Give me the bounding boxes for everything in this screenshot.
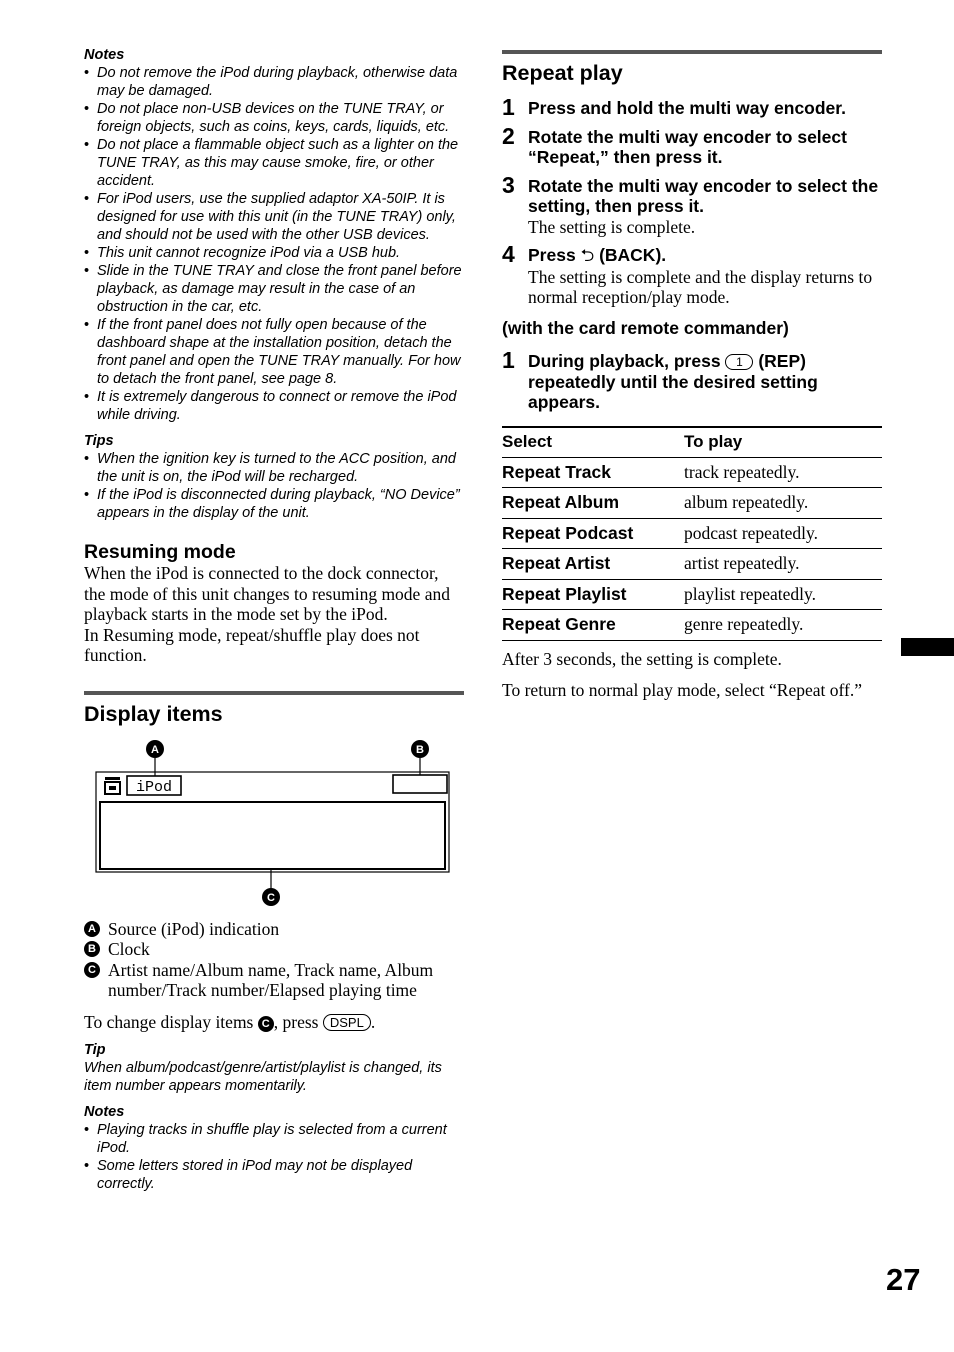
- card-remote-heading: (with the card remote commander): [502, 317, 789, 338]
- step-number: 2: [502, 122, 515, 149]
- tip-text: When album/podcast/genre/artist/playlist is changed, its item number appears momentarily.: [84, 1060, 442, 1094]
- change-text-before: To change display items: [84, 1011, 254, 1032]
- source-label: iPod: [135, 778, 173, 796]
- play-cell: artist repeatedly.: [684, 549, 882, 580]
- display-items-heading: Display items: [84, 701, 223, 726]
- step-3: [502, 171, 882, 238]
- step-4: [502, 241, 882, 308]
- notes-heading: Notes: [84, 47, 125, 63]
- note-item: • Do not remove the iPod during playback, otherwise data may be damaged.: [84, 64, 464, 100]
- display-diagram-svg: [84, 740, 464, 910]
- step-number: 3: [502, 171, 515, 198]
- repeat-play-heading: Repeat play: [502, 61, 623, 85]
- tip-heading: Tip: [84, 1042, 106, 1058]
- rep-key: 1: [725, 354, 753, 370]
- tip-item: • If the iPod is disconnected during playback, “NO Device” appears in the display of the unit.: [84, 486, 464, 522]
- select-cell: Repeat Track: [502, 457, 684, 488]
- note-item: • This unit cannot recognize iPod via a USB hub.: [84, 244, 464, 262]
- note-item: • Playing tracks in shuffle play is selected from a current iPod.: [84, 1121, 464, 1157]
- note-item: • Do not place non-USB devices on the TUNE TRAY, or foreign objects, such as coins, keys, cards, liquids, etc.: [84, 100, 464, 136]
- note-item: • Some letters stored in iPod may not be displayed correctly.: [84, 1157, 464, 1193]
- tips-heading: Tips: [84, 433, 114, 449]
- legend-item: [84, 919, 464, 940]
- step-subtext: The setting is complete and the display returns to normal reception/play mode.: [528, 266, 873, 307]
- select-cell: Repeat Artist: [502, 549, 684, 580]
- section-rule: [502, 50, 882, 54]
- notes-list: [84, 64, 464, 424]
- callout-c: C: [267, 891, 275, 904]
- repeat-table: [502, 426, 882, 641]
- step-text: [528, 245, 882, 267]
- section-rule: [84, 691, 464, 695]
- table-row: [502, 518, 882, 549]
- tips-list: [84, 450, 464, 522]
- note-item: • For iPod users, use the supplied adaptor XA-50IP. It is designed for use with this unit (in the TUNE TRAY) only, and should not be used with the other USB devices.: [84, 190, 464, 244]
- step-number: 1: [502, 347, 515, 373]
- note-item: • It is extremely dangerous to connect or remove the iPod while driving.: [84, 388, 464, 424]
- select-cell: Repeat Podcast: [502, 518, 684, 549]
- play-cell: playlist repeatedly.: [684, 579, 882, 610]
- table-row: [502, 488, 882, 519]
- back-icon: ⮌: [580, 246, 595, 266]
- resuming-mode-heading: Resuming mode: [84, 541, 236, 563]
- note-item: • Slide in the TUNE TRAY and close the front panel before playback, as damage may result in the case of an obstruction in the car, etc.: [84, 262, 464, 316]
- legend-letter: B: [84, 941, 100, 957]
- note-item: • Do not place a flammable object such as a lighter on the TUNE TRAY, as this may cause smoke, fire, or other accident.: [84, 136, 464, 190]
- left-column: [84, 46, 464, 1193]
- play-cell: genre repeatedly.: [684, 610, 882, 641]
- step-text-after: (BACK).: [599, 245, 667, 265]
- play-cell: track repeatedly.: [684, 457, 882, 488]
- display-diagram: [84, 740, 464, 910]
- notes-list: [84, 1121, 464, 1193]
- note-item: • If the front panel does not fully open because of the dashboard shape at the installation position, detach the front panel and open the TUNE TRAY manually. For how to detach the front panel, see page 8.: [84, 316, 464, 388]
- display-legend: [84, 919, 464, 1001]
- legend-text: Clock: [108, 939, 150, 959]
- legend-text: Source (iPod) indication: [108, 918, 280, 939]
- table-row: [502, 549, 882, 580]
- tip-item: • When the ignition key is turned to the ACC position, and the unit is on, the iPod will be recharged.: [84, 450, 464, 486]
- callout-a: A: [151, 743, 159, 756]
- step-text-before: During playback, press: [528, 351, 721, 371]
- table-header-row: [502, 427, 882, 458]
- table-row: [502, 610, 882, 641]
- legend-item: [84, 939, 464, 960]
- select-cell: Repeat Playlist: [502, 579, 684, 610]
- resuming-para-1: When the iPod is connected to the dock connector, the mode of this unit changes to resuming mode and playback starts in the mode set by the iPod.: [84, 563, 450, 624]
- callout-b: B: [416, 743, 424, 756]
- section-edge-tab: [901, 638, 954, 656]
- change-letter: C: [258, 1016, 274, 1032]
- step-text-before: Press: [528, 245, 576, 265]
- step-2: [502, 122, 882, 168]
- table-row: [502, 457, 882, 488]
- step-subtext: The setting is complete.: [528, 216, 696, 237]
- table-header-select: Select: [502, 427, 684, 458]
- change-display-instruction: [84, 1012, 464, 1033]
- play-cell: podcast repeatedly.: [684, 518, 882, 549]
- change-text-after: .: [370, 1011, 376, 1032]
- legend-item: [84, 960, 464, 1001]
- step-text: Rotate the multi way encoder to select “Repeat,” then press it.: [528, 126, 847, 167]
- right-column: [502, 50, 882, 701]
- legend-text: Artist name/Album name, Track name, Album number/Track number/Elapsed playing time: [108, 959, 434, 1000]
- step-text-after: (REP) repeatedly until the desired setting appears.: [528, 351, 818, 412]
- select-cell: Repeat Genre: [502, 610, 684, 641]
- step-number: 1: [502, 94, 515, 120]
- step-text: [528, 351, 882, 413]
- table-header-to-play: To play: [684, 427, 882, 458]
- step-text: Press and hold the multi way encoder.: [528, 98, 846, 118]
- after-table-note-1: After 3 seconds, the setting is complete.: [502, 648, 782, 669]
- after-table-note-2: To return to normal play mode, select “Repeat off.”: [502, 680, 862, 700]
- step-number: 4: [502, 241, 515, 267]
- step-1: [502, 94, 882, 120]
- step-text: Rotate the multi way encoder to select the setting, then press it.: [528, 175, 879, 216]
- page-number: 27: [886, 1262, 921, 1297]
- card-step-1: [502, 347, 882, 413]
- change-text-middle: , press: [273, 1011, 319, 1032]
- play-cell: album repeatedly.: [684, 488, 882, 519]
- resuming-para-2: In Resuming mode, repeat/shuffle play does not function.: [84, 624, 420, 665]
- dspl-key: DSPL: [323, 1014, 371, 1031]
- legend-letter: C: [84, 962, 100, 978]
- notes-heading: Notes: [84, 1104, 125, 1120]
- table-row: [502, 579, 882, 610]
- select-cell: Repeat Album: [502, 488, 684, 519]
- legend-letter: A: [84, 921, 100, 937]
